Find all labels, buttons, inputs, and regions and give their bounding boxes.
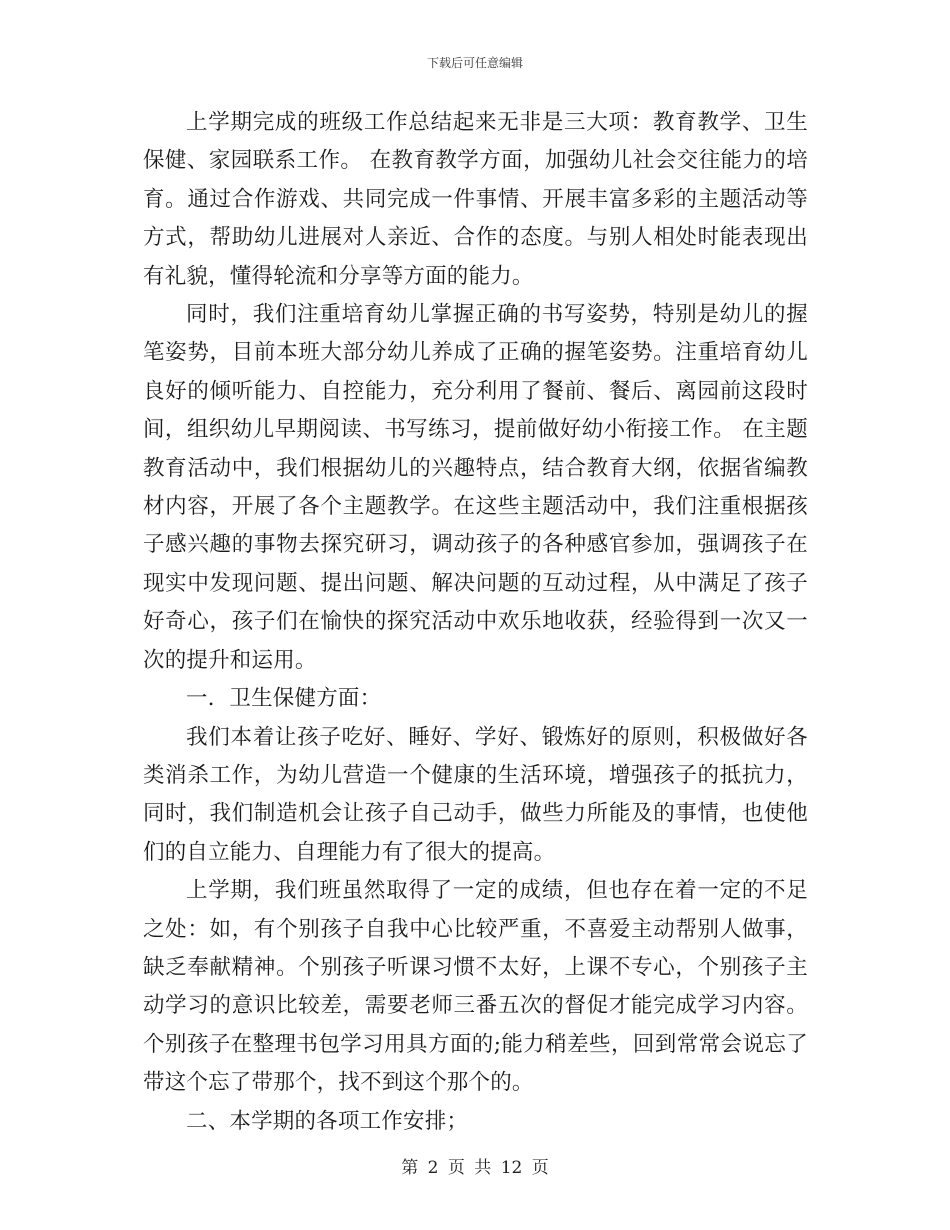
section-heading-arrangement: 二、本学期的各项工作安排； — [186, 1108, 469, 1134]
section-heading-health: 一．卫生保健方面： — [186, 686, 382, 712]
paragraph-health: 我们本着让孩子吃好、睡好、学好、锻炼好的原则，积极做好各类消杀工作，为幼儿营造一个健康的生活环境，增强孩子的抵抗力，同时，我们制造机会让孩子自己动手，做些力所能及的事情，也使他们的自立能力、自理能力有了很大的提高。 — [143, 724, 808, 865]
paragraph-shortcomings: 上学期，我们班虽然取得了一定的成绩，但也存在着一定的不足之处：如，有个别孩子自我中心比较严重，不喜爱主动帮别人做事，缺乏奉献精神。个别孩子听课习惯不太好，上课不专心，个别孩子主动学习的意识比较差，需要老师三番五次的督促才能完成学习内容。个别孩子在整理书包学习用具方面的;能力稍差些，回到常常会说忘了带这个忘了带那个，找不到这个那个的。 — [143, 878, 808, 1096]
paragraph-summary: 上学期完成的班级工作总结起来无非是三大项：教育教学、卫生保健、家园联系工作。 在教育教学方面，加强幼儿社会交往能力的培育。通过合作游戏、共同完成一件事情、开展丰富多彩的主题活动等方式，帮助幼儿进展对人亲近、合作的态度。与别人相处时能表现出有礼貌，懂得轮流和分享等方面的能力。 — [143, 110, 808, 289]
paragraph-writing-posture: 同时，我们注重培育幼儿掌握正确的书写姿势，特别是幼儿的握笔姿势，目前本班大部分幼儿养成了正确的握笔姿势。注重培育幼儿良好的倾听能力、自控能力，充分利用了餐前、餐后、离园前这段时间，组织幼儿早期阅读、书写练习，提前做好幼小衔接工作。 在主题教育活动中，我们根据幼儿的兴趣特点，结合教育大纲，依据省编教材内容，开展了各个主题教学。在这些主题活动中，我们注重根据孩子感兴趣的事物去探究研习，调动孩子的各种感官参加，强调孩子在现实中发现问题、提出问题、解决问题的互动过程，从中满足了孩子好奇心，孩子们在愉快的探究活动中欢乐地收获，经验得到一次又一次的提升和运用。 — [143, 302, 808, 673]
document-body — [143, 104, 808, 1141]
page-footer: 第 2 页 共 12 页 — [401, 1158, 549, 1178]
page-header: 下载后可任意编辑 — [426, 56, 523, 70]
